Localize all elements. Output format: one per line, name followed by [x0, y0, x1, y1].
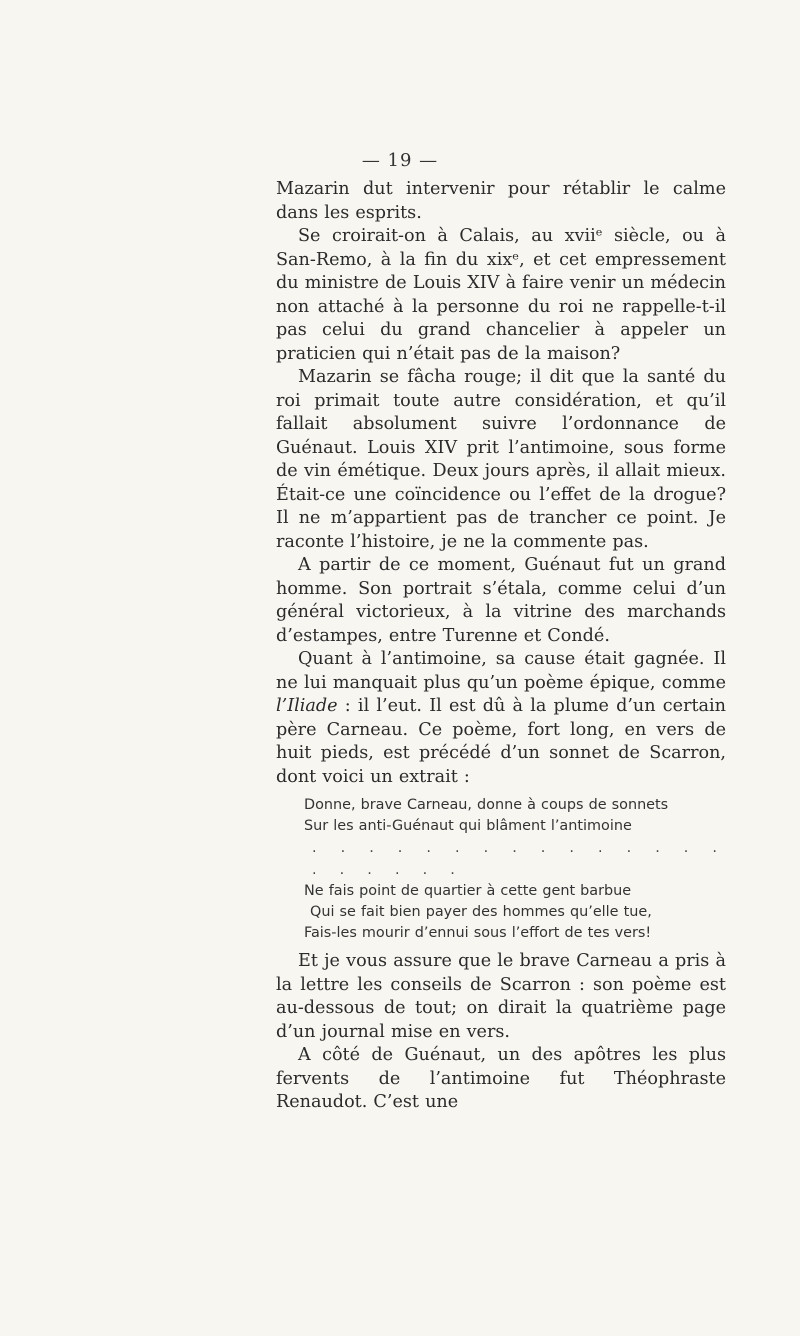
poem-line-1: Donne, brave Carneau, donne à coups de sonnets	[304, 797, 669, 813]
poem-line-4: Qui se fait bien payer des hommes qu’elle tue,	[310, 904, 652, 920]
paragraph-5-start: Quant à l’antimoine, sa cause était gagnée. Il ne lui manquait plus qu’un poème épique, comme	[276, 649, 726, 693]
paragraph-4: A partir de ce moment, Guénaut fut un grand homme. Son portrait s’étala, comme celui d’un général victorieux, à la vitrine des marchands d’estampes, entre Turenne et Condé.	[276, 555, 726, 646]
poem-ellipsis: . . . . . . . . . . . . . . . . . . . . .	[312, 840, 726, 878]
poem-line-2: Sur les anti-Guénaut qui blâment l’antimoine	[304, 818, 632, 834]
paragraph-6: Et je vous assure que le brave Carneau a pris à la lettre les conseils de Scarron : son poème est au-dessous de tout; on dirait la quatrième page d’un journal mise en vers.	[276, 951, 726, 1042]
sonnet-excerpt	[276, 795, 726, 944]
poem-line-3: Ne fais point de quartier à cette gent barbue	[304, 883, 632, 899]
body-text	[276, 178, 726, 1115]
paragraph-2: Se croirait-on à Calais, au xviiᵉ siècle, ou à San-Remo, à la fin du xixᵉ, et cet empressement du ministre de Louis XIV à faire venir un médecin non attaché à la personne du roi ne rappelle-t-il pas celui du grand chancelier à appeler un praticien qui n’était pas de la maison?	[276, 226, 726, 364]
iliade-title: l’Iliade	[276, 696, 338, 716]
paragraph-5	[276, 648, 726, 789]
page-number: — 19 —	[361, 150, 439, 171]
paragraph-5-end: : il l’eut. Il est dû à la plume d’un certain père Carneau. Ce poème, fort long, en vers de huit pieds, est précédé d’un sonnet de Scarron, dont voici un extrait :	[276, 696, 726, 787]
paragraph-7: A côté de Guénaut, un des apôtres les plus fervents de l’antimoine fut Théophraste Renaudot. C’est une	[276, 1045, 726, 1112]
paragraph-1: Mazarin dut intervenir pour rétablir le calme dans les esprits.	[276, 179, 726, 223]
poem-line-5: Fais-les mourir d’ennui sous l’effort de tes vers!	[304, 925, 652, 941]
paragraph-3: Mazarin se fâcha rouge; il dit que la santé du roi primait toute autre considération, et qu’il fallait absolument suivre l’ordonnance de Guénaut. Louis XIV prit l’antimoine, sous forme de vin émétique. Deux jours après, il allait mieux. Était-ce une coïncidence ou l’effet de la drogue? Il ne m’appartient pas de trancher ce point. Je raconte l’histoire, je ne la commente pas.	[276, 367, 726, 552]
